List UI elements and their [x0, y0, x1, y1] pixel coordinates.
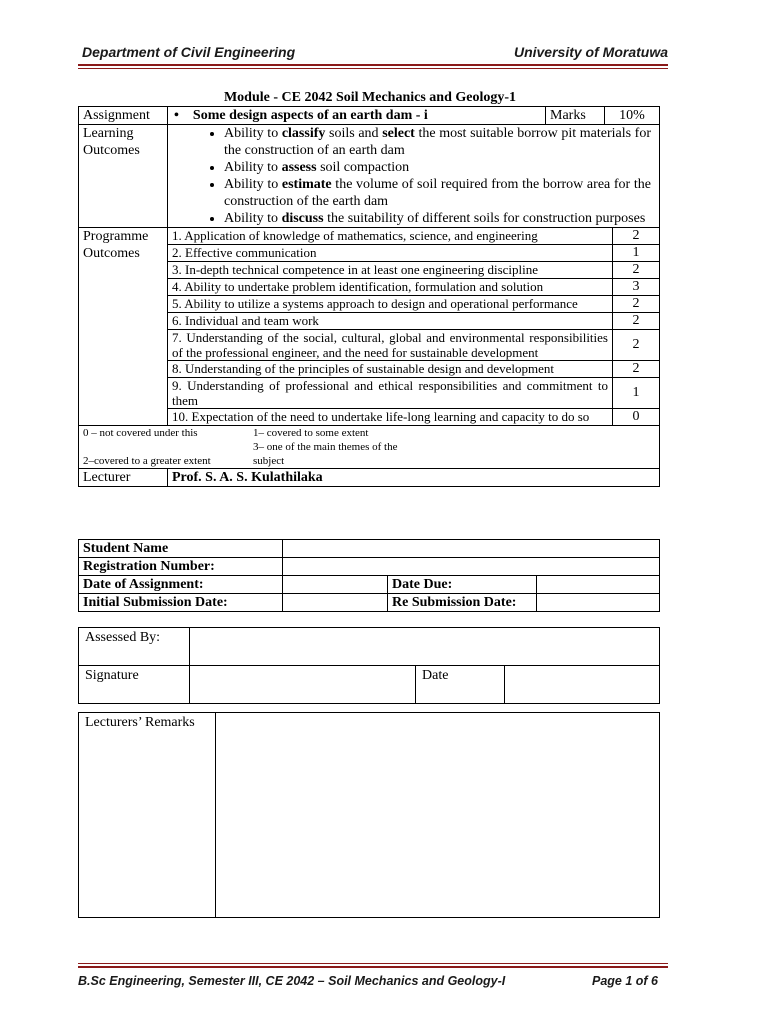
programme-outcome: 3. In-depth technical competence in at least one engineering discipline [168, 262, 613, 279]
date-of-assignment-field[interactable] [283, 576, 388, 594]
programme-outcome-rating: 0 [613, 409, 660, 426]
registration-number-field[interactable] [283, 558, 660, 576]
marks-value: 10% [604, 107, 659, 124]
programme-outcome-rating: 2 [613, 228, 660, 245]
lecturer-name: Prof. S. A. S. Kulathilaka [168, 469, 660, 487]
programme-outcome-rating: 2 [613, 330, 660, 361]
programme-outcome: 5. Ability to utilize a systems approach to design and operational performance [168, 296, 613, 313]
programme-outcome: 9. Understanding of professional and ethical responsibilities and commitment to them [168, 378, 613, 409]
assignment-label: Assignment [79, 107, 168, 125]
lecturer-label: Lecturer [79, 469, 168, 487]
legend-0: 0 – not covered under this [83, 427, 198, 439]
footer-course: B.Sc Engineering, Semester III, CE 2042 – Soil Mechanics and Geology-I [78, 974, 506, 988]
programme-outcome: 10. Expectation of the need to undertake life-long learning and capacity to do so [168, 409, 613, 426]
programme-outcome-rating: 2 [613, 361, 660, 378]
header-department: Department of Civil Engineering [82, 44, 296, 60]
assignment-table [78, 106, 660, 487]
programme-outcome-rating: 2 [613, 313, 660, 330]
rating-legend [79, 426, 660, 469]
assignment-title-cell [168, 107, 545, 124]
assignment-title: Some design aspects of an earth dam - i [192, 108, 428, 123]
learning-outcomes-label: Learning Outcomes [79, 125, 168, 228]
header-university: University of Moratuwa [513, 44, 668, 60]
bullet-icon: • [174, 108, 179, 123]
footer-page-number: Page 1 of 6 [592, 974, 658, 988]
learning-outcome-item: • Ability to discuss the suitability of different soils for construction purposes [224, 210, 659, 227]
module-title: Module - CE 2042 Soil Mechanics and Geology-1 [223, 90, 517, 105]
signature-field[interactable] [190, 666, 416, 704]
programme-outcome-rating: 2 [613, 262, 660, 279]
programme-outcome-rating: 1 [613, 378, 660, 409]
lecturers-remarks-label: Lecturers’ Remarks [79, 713, 216, 918]
date-label: Date [416, 666, 505, 704]
legend-2: 2–covered to a greater extent [83, 455, 211, 467]
footer-rule [78, 966, 668, 968]
programme-outcome-rating: 2 [613, 296, 660, 313]
legend-3: 3– one of the main themes of the subject [253, 441, 398, 467]
lecturers-remarks-field[interactable] [216, 713, 660, 918]
programme-outcome: 8. Understanding of the principles of sustainable design and development [168, 361, 613, 378]
student-name-label: Student Name [79, 540, 283, 558]
learning-outcome-item: • Ability to assess soil compaction [224, 159, 659, 176]
student-details-table [78, 539, 660, 612]
header-rule-thin [78, 68, 668, 69]
date-field[interactable] [505, 666, 660, 704]
date-of-assignment-label: Date of Assignment: [79, 576, 283, 594]
assessed-by-label: Assessed By: [79, 628, 190, 666]
initial-submission-label: Initial Submission Date: [79, 594, 283, 612]
registration-number-label: Registration Number: [79, 558, 283, 576]
resubmission-label: Re Submission Date: [388, 594, 537, 612]
programme-outcome: 4. Ability to undertake problem identification, formulation and solution [168, 279, 613, 296]
programme-outcome: 6. Individual and team work [168, 313, 613, 330]
remarks-table [78, 712, 660, 918]
date-due-field[interactable] [537, 576, 660, 594]
programme-outcomes-label: Programme Outcomes [79, 228, 168, 426]
programme-outcome: 7. Understanding of the social, cultural, global and environmental responsibilities of the professional engineer, and the need for sustainable development [168, 330, 613, 361]
learning-outcome-item: • Ability to estimate the volume of soil required from the borrow area for the construction of the earth dam [224, 176, 659, 210]
footer-rule-thin [78, 963, 668, 964]
assessment-table [78, 627, 660, 704]
marks-label: Marks [545, 107, 604, 124]
learning-outcome-item: • Ability to classify soils and select the most suitable borrow pit materials for the construction of an earth dam [224, 125, 659, 159]
date-due-label: Date Due: [388, 576, 537, 594]
student-name-field[interactable] [283, 540, 660, 558]
programme-outcome-rating: 1 [613, 245, 660, 262]
header-rule [78, 64, 668, 66]
initial-submission-field[interactable] [283, 594, 388, 612]
legend-1: 1– covered to some extent [253, 427, 369, 439]
programme-outcome: 1. Application of knowledge of mathematics, science, and engineering [168, 228, 613, 245]
programme-outcome-rating: 3 [613, 279, 660, 296]
programme-outcome: 2. Effective communication [168, 245, 613, 262]
resubmission-field[interactable] [537, 594, 660, 612]
signature-label: Signature [79, 666, 190, 704]
assessed-by-field[interactable] [190, 628, 660, 666]
learning-outcomes-list [168, 125, 659, 227]
